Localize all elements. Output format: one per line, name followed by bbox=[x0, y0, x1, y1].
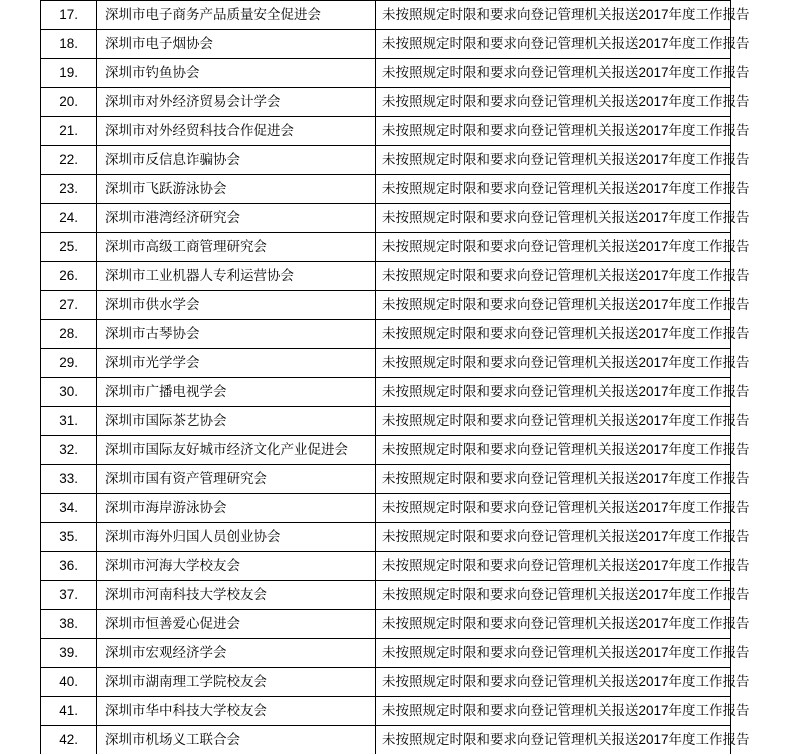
organization-name-cell: 深圳市对外经贸科技合作促进会 bbox=[97, 117, 376, 146]
organization-name-cell: 深圳市湖南理工学院校友会 bbox=[97, 668, 376, 697]
row-index-cell bbox=[41, 523, 97, 552]
row-index-text: 40. bbox=[59, 673, 78, 689]
penalty-reason-cell: 未按照规定时限和要求向登记管理机关报送2017年度工作报告 bbox=[376, 175, 731, 204]
row-index-text: 38. bbox=[59, 615, 78, 631]
organization-name-cell: 深圳市古琴协会 bbox=[97, 320, 376, 349]
row-index-text: 31. bbox=[59, 412, 78, 428]
table-row bbox=[41, 175, 731, 204]
table-row bbox=[41, 610, 731, 639]
table-row bbox=[41, 233, 731, 262]
penalty-reason-cell: 未按照规定时限和要求向登记管理机关报送2017年度工作报告 bbox=[376, 552, 731, 581]
table-row bbox=[41, 697, 731, 726]
penalty-reason-cell: 未按照规定时限和要求向登记管理机关报送2017年度工作报告 bbox=[376, 465, 731, 494]
organization-name-cell: 深圳市对外经济贸易会计学会 bbox=[97, 88, 376, 117]
penalty-reason-cell: 未按照规定时限和要求向登记管理机关报送2017年度工作报告 bbox=[376, 639, 731, 668]
organization-name-cell: 深圳市国有资产管理研究会 bbox=[97, 465, 376, 494]
organization-name-cell: 深圳市宏观经济学会 bbox=[97, 639, 376, 668]
row-index-text: 33. bbox=[59, 470, 78, 486]
row-index-cell bbox=[41, 320, 97, 349]
row-index-text: 39. bbox=[59, 644, 78, 660]
penalty-reason-cell: 未按照规定时限和要求向登记管理机关报送2017年度工作报告 bbox=[376, 349, 731, 378]
row-index-text: 18. bbox=[59, 35, 78, 51]
row-index-text: 34. bbox=[59, 499, 78, 515]
row-index-text: 25. bbox=[59, 238, 78, 254]
organization-name-cell: 深圳市海外归国人员创业协会 bbox=[97, 523, 376, 552]
row-index-cell bbox=[41, 668, 97, 697]
row-index-cell bbox=[41, 552, 97, 581]
organization-name-cell: 深圳市钓鱼协会 bbox=[97, 59, 376, 88]
table-row bbox=[41, 465, 731, 494]
row-index-cell bbox=[41, 291, 97, 320]
row-index-text: 29. bbox=[59, 354, 78, 370]
table-row bbox=[41, 407, 731, 436]
penalty-reason-cell: 未按照规定时限和要求向登记管理机关报送2017年度工作报告 bbox=[376, 320, 731, 349]
table-row bbox=[41, 581, 731, 610]
organization-name-cell: 深圳市港湾经济研究会 bbox=[97, 204, 376, 233]
row-index-cell bbox=[41, 146, 97, 175]
table-row bbox=[41, 494, 731, 523]
penalty-reason-cell: 未按照规定时限和要求向登记管理机关报送2017年度工作报告 bbox=[376, 262, 731, 291]
row-index-text: 42. bbox=[59, 731, 78, 747]
penalty-reason-cell: 未按照规定时限和要求向登记管理机关报送2017年度工作报告 bbox=[376, 726, 731, 754]
organization-name-cell: 深圳市河海大学校友会 bbox=[97, 552, 376, 581]
table-row bbox=[41, 204, 731, 233]
table-row bbox=[41, 320, 731, 349]
penalty-reason-cell: 未按照规定时限和要求向登记管理机关报送2017年度工作报告 bbox=[376, 291, 731, 320]
penalty-reason-cell: 未按照规定时限和要求向登记管理机关报送2017年度工作报告 bbox=[376, 378, 731, 407]
penalty-list-table bbox=[40, 0, 750, 754]
organization-name-cell: 深圳市供水学会 bbox=[97, 291, 376, 320]
row-index-cell bbox=[41, 610, 97, 639]
row-index-text: 21. bbox=[59, 122, 78, 138]
penalty-reason-cell: 未按照规定时限和要求向登记管理机关报送2017年度工作报告 bbox=[376, 88, 731, 117]
row-index-text: 17. bbox=[59, 6, 78, 22]
table-row bbox=[41, 378, 731, 407]
penalty-reason-cell: 未按照规定时限和要求向登记管理机关报送2017年度工作报告 bbox=[376, 523, 731, 552]
row-index-text: 41. bbox=[59, 702, 78, 718]
row-index-text: 28. bbox=[59, 325, 78, 341]
organization-name-cell: 深圳市广播电视学会 bbox=[97, 378, 376, 407]
row-index-text: 37. bbox=[59, 586, 78, 602]
row-index-cell bbox=[41, 726, 97, 754]
row-index-cell bbox=[41, 59, 97, 88]
row-index-cell bbox=[41, 639, 97, 668]
penalty-reason-cell: 未按照规定时限和要求向登记管理机关报送2017年度工作报告 bbox=[376, 668, 731, 697]
table-row bbox=[41, 436, 731, 465]
row-index-text: 27. bbox=[59, 296, 78, 312]
penalty-reason-cell: 未按照规定时限和要求向登记管理机关报送2017年度工作报告 bbox=[376, 204, 731, 233]
table-row bbox=[41, 523, 731, 552]
table-row bbox=[41, 30, 731, 59]
penalty-reason-cell: 未按照规定时限和要求向登记管理机关报送2017年度工作报告 bbox=[376, 610, 731, 639]
row-index-text: 22. bbox=[59, 151, 78, 167]
row-index-text: 24. bbox=[59, 209, 78, 225]
row-index-cell bbox=[41, 88, 97, 117]
penalty-reason-cell: 未按照规定时限和要求向登记管理机关报送2017年度工作报告 bbox=[376, 117, 731, 146]
row-index-cell bbox=[41, 494, 97, 523]
table-row bbox=[41, 59, 731, 88]
organization-name-cell: 深圳市机场义工联合会 bbox=[97, 726, 376, 754]
row-index-cell bbox=[41, 436, 97, 465]
row-index-cell bbox=[41, 465, 97, 494]
table-row bbox=[41, 1, 731, 30]
row-index-cell bbox=[41, 378, 97, 407]
penalty-reason-cell: 未按照规定时限和要求向登记管理机关报送2017年度工作报告 bbox=[376, 146, 731, 175]
row-index-cell bbox=[41, 117, 97, 146]
table-row bbox=[41, 291, 731, 320]
row-index-cell bbox=[41, 1, 97, 30]
table-row bbox=[41, 146, 731, 175]
row-index-cell bbox=[41, 30, 97, 59]
organization-name-cell: 深圳市国际友好城市经济文化产业促进会 bbox=[97, 436, 376, 465]
penalty-reason-cell: 未按照规定时限和要求向登记管理机关报送2017年度工作报告 bbox=[376, 697, 731, 726]
row-index-cell bbox=[41, 233, 97, 262]
row-index-text: 19. bbox=[59, 64, 78, 80]
penalty-reason-cell: 未按照规定时限和要求向登记管理机关报送2017年度工作报告 bbox=[376, 407, 731, 436]
row-index-cell bbox=[41, 262, 97, 291]
table-body bbox=[41, 1, 750, 754]
organization-name-cell: 深圳市反信息诈骗协会 bbox=[97, 146, 376, 175]
row-index-cell bbox=[41, 581, 97, 610]
row-index-cell bbox=[41, 349, 97, 378]
table-row bbox=[41, 349, 731, 378]
penalty-reason-cell: 未按照规定时限和要求向登记管理机关报送2017年度工作报告 bbox=[376, 30, 731, 59]
row-index-cell bbox=[41, 697, 97, 726]
table-row bbox=[41, 117, 731, 146]
row-index-text: 35. bbox=[59, 528, 78, 544]
organization-name-cell: 深圳市电子烟协会 bbox=[97, 30, 376, 59]
organization-name-cell: 深圳市河南科技大学校友会 bbox=[97, 581, 376, 610]
organization-name-cell: 深圳市工业机器人专利运营协会 bbox=[97, 262, 376, 291]
table-row bbox=[41, 726, 731, 754]
penalty-reason-cell: 未按照规定时限和要求向登记管理机关报送2017年度工作报告 bbox=[376, 436, 731, 465]
row-index-text: 32. bbox=[59, 441, 78, 457]
row-index-cell bbox=[41, 407, 97, 436]
penalty-reason-cell: 未按照规定时限和要求向登记管理机关报送2017年度工作报告 bbox=[376, 59, 731, 88]
table-row bbox=[41, 88, 731, 117]
penalty-reason-cell: 未按照规定时限和要求向登记管理机关报送2017年度工作报告 bbox=[376, 581, 731, 610]
organization-name-cell: 深圳市飞跃游泳协会 bbox=[97, 175, 376, 204]
organization-name-cell: 深圳市恒善爱心促进会 bbox=[97, 610, 376, 639]
organization-name-cell: 深圳市光学学会 bbox=[97, 349, 376, 378]
penalty-reason-cell: 未按照规定时限和要求向登记管理机关报送2017年度工作报告 bbox=[376, 494, 731, 523]
table-row bbox=[41, 262, 731, 291]
organization-name-cell: 深圳市国际茶艺协会 bbox=[97, 407, 376, 436]
organization-name-cell: 深圳市华中科技大学校友会 bbox=[97, 697, 376, 726]
row-index-text: 36. bbox=[59, 557, 78, 573]
table-row bbox=[41, 639, 731, 668]
organization-name-cell: 深圳市海岸游泳协会 bbox=[97, 494, 376, 523]
row-index-cell bbox=[41, 204, 97, 233]
organization-name-cell: 深圳市电子商务产品质量安全促进会 bbox=[97, 1, 376, 30]
row-index-text: 26. bbox=[59, 267, 78, 283]
organization-name-cell: 深圳市高级工商管理研究会 bbox=[97, 233, 376, 262]
penalty-reason-cell: 未按照规定时限和要求向登记管理机关报送2017年度工作报告 bbox=[376, 1, 731, 30]
row-index-text: 20. bbox=[59, 93, 78, 109]
row-index-text: 30. bbox=[59, 383, 78, 399]
table-row bbox=[41, 552, 731, 581]
table-row bbox=[41, 668, 731, 697]
row-index-text: 23. bbox=[59, 180, 78, 196]
penalty-reason-cell: 未按照规定时限和要求向登记管理机关报送2017年度工作报告 bbox=[376, 233, 731, 262]
row-index-cell bbox=[41, 175, 97, 204]
